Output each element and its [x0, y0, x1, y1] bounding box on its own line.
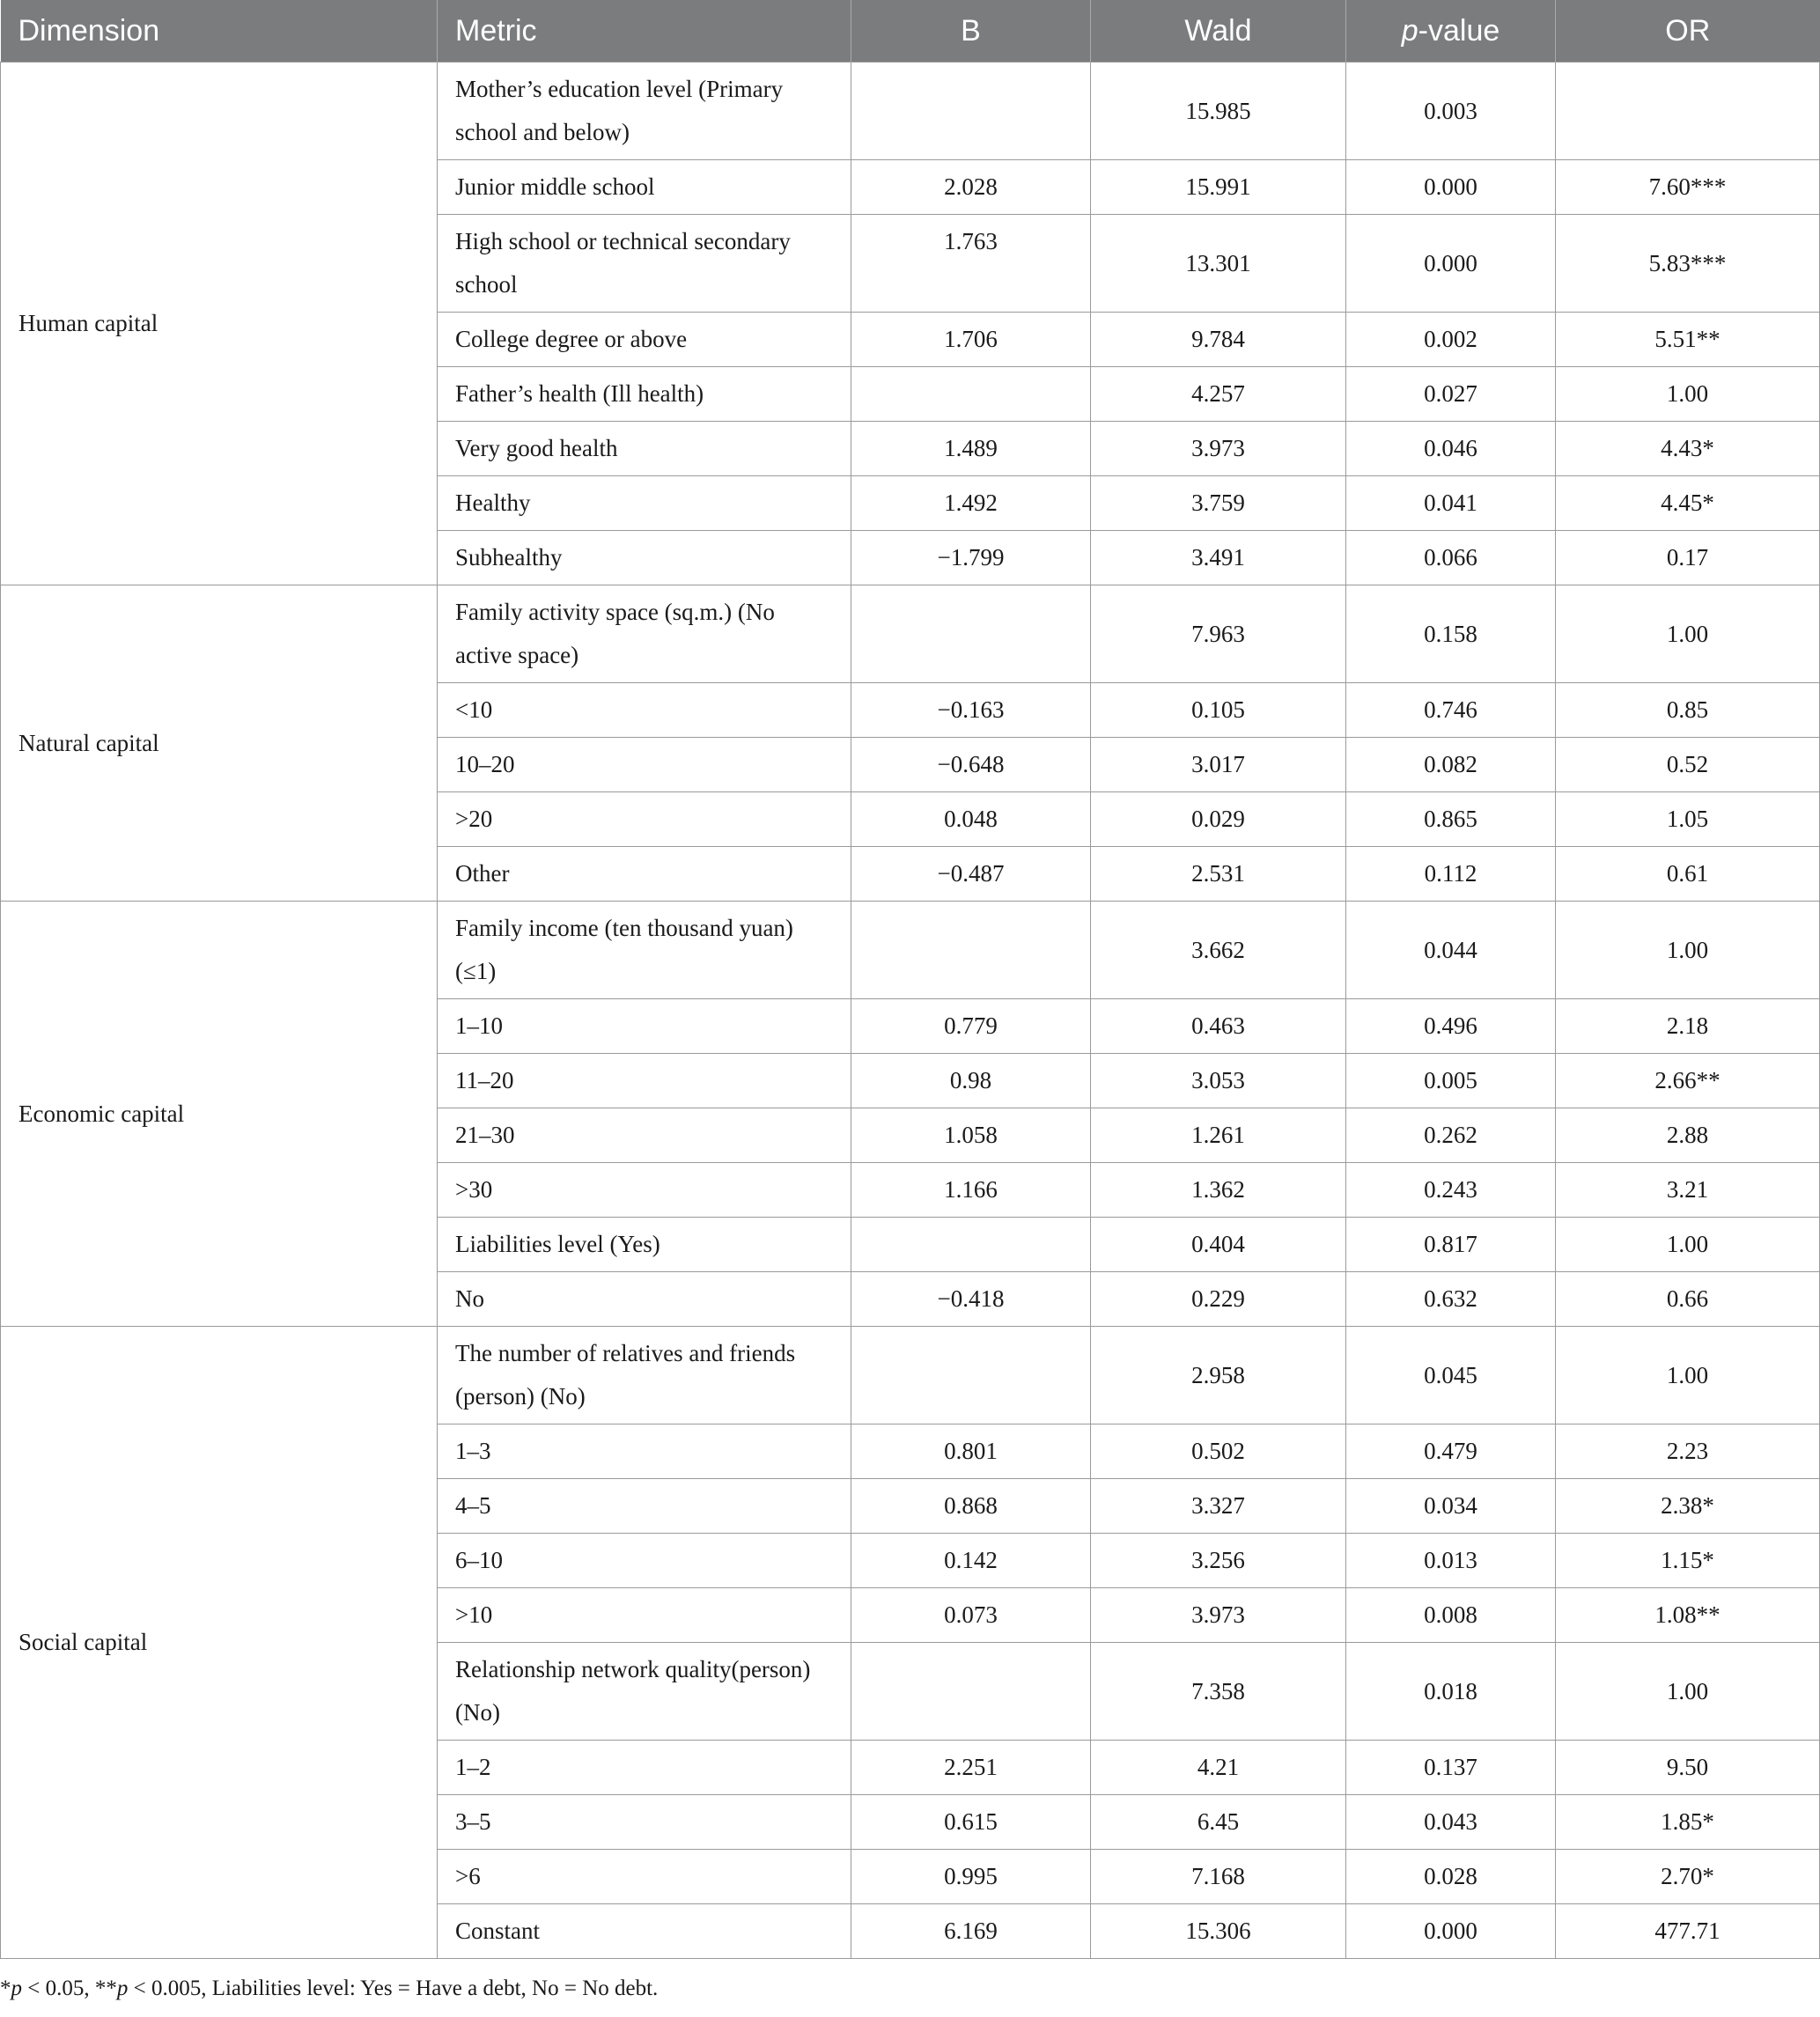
metric-cell: >30 — [438, 1163, 851, 1218]
metric-cell: 6–10 — [438, 1534, 851, 1588]
b-cell — [851, 367, 1091, 422]
or-cell: 2.18 — [1556, 999, 1820, 1054]
or-cell: 0.66 — [1556, 1272, 1820, 1327]
wald-cell: 9.784 — [1091, 313, 1346, 367]
wald-cell: 0.229 — [1091, 1272, 1346, 1327]
p-cell: 0.013 — [1346, 1534, 1556, 1588]
table-header — [1, 0, 1820, 63]
dimension-cell-human: Human capital — [1, 63, 438, 585]
footnote-text-2: < 0.005, Liabilities level: Yes = Have a debt, No = No debt. — [128, 1977, 659, 2000]
or-cell: 2.70* — [1556, 1850, 1820, 1904]
wald-cell: 7.358 — [1091, 1643, 1346, 1741]
metric-cell: Relationship network quality(person)(No) — [438, 1643, 851, 1741]
metric-cell: Other — [438, 847, 851, 902]
b-cell: 0.779 — [851, 999, 1091, 1054]
or-cell: 5.83*** — [1556, 215, 1820, 313]
or-cell: 2.23 — [1556, 1424, 1820, 1479]
or-cell: 2.66** — [1556, 1054, 1820, 1108]
wald-cell: 0.105 — [1091, 683, 1346, 738]
b-cell: 0.98 — [851, 1054, 1091, 1108]
or-cell: 1.00 — [1556, 585, 1820, 683]
b-cell: 1.058 — [851, 1108, 1091, 1163]
or-cell: 4.43* — [1556, 422, 1820, 476]
p-cell: 0.479 — [1346, 1424, 1556, 1479]
footnote-p-italic: p — [116, 1977, 129, 2000]
wald-cell: 1.362 — [1091, 1163, 1346, 1218]
p-cell: 0.817 — [1346, 1218, 1556, 1272]
metric-cell: 1–10 — [438, 999, 851, 1054]
b-cell: 0.801 — [851, 1424, 1091, 1479]
b-cell — [851, 585, 1091, 683]
wald-cell: 13.301 — [1091, 215, 1346, 313]
b-cell — [851, 1218, 1091, 1272]
metric-cell: Family income (ten thousand yuan) (≤1) — [438, 902, 851, 999]
p-cell: 0.043 — [1346, 1795, 1556, 1850]
metric-cell: 3–5 — [438, 1795, 851, 1850]
or-cell: 477.71 — [1556, 1904, 1820, 1959]
wald-cell: 3.327 — [1091, 1479, 1346, 1534]
metric-cell: No — [438, 1272, 851, 1327]
b-cell — [851, 902, 1091, 999]
metric-cell: 21–30 — [438, 1108, 851, 1163]
wald-cell: 3.256 — [1091, 1534, 1346, 1588]
metric-cell: 1–3 — [438, 1424, 851, 1479]
or-cell: 0.85 — [1556, 683, 1820, 738]
metric-cell: The number of relatives and friends (person) (No) — [438, 1327, 851, 1424]
dimension-cell-natural: Natural capital — [1, 585, 438, 902]
or-cell: 1.00 — [1556, 1643, 1820, 1741]
or-cell — [1556, 63, 1820, 160]
metric-cell: Liabilities level (Yes) — [438, 1218, 851, 1272]
wald-cell: 15.985 — [1091, 63, 1346, 160]
b-cell: −0.418 — [851, 1272, 1091, 1327]
p-cell: 0.018 — [1346, 1643, 1556, 1741]
p-cell: 0.041 — [1346, 476, 1556, 531]
wald-cell: 0.404 — [1091, 1218, 1346, 1272]
wald-cell: 4.21 — [1091, 1741, 1346, 1795]
wald-cell: 3.973 — [1091, 422, 1346, 476]
wald-cell: 3.491 — [1091, 531, 1346, 585]
b-cell: 2.251 — [851, 1741, 1091, 1795]
metric-cell: 4–5 — [438, 1479, 851, 1534]
metric-cell: High school or technical secondary school — [438, 215, 851, 313]
b-cell: −0.648 — [851, 738, 1091, 792]
or-cell: 9.50 — [1556, 1741, 1820, 1795]
p-cell: 0.045 — [1346, 1327, 1556, 1424]
p-cell: 0.865 — [1346, 792, 1556, 847]
metric-cell: Healthy — [438, 476, 851, 531]
metric-cell: Father’s health (Ill health) — [438, 367, 851, 422]
metric-cell: >20 — [438, 792, 851, 847]
wald-cell: 2.531 — [1091, 847, 1346, 902]
b-cell: 2.028 — [851, 160, 1091, 215]
b-cell — [851, 63, 1091, 160]
wald-cell: 0.502 — [1091, 1424, 1346, 1479]
or-cell: 1.00 — [1556, 367, 1820, 422]
p-cell: 0.632 — [1346, 1272, 1556, 1327]
wald-cell: 7.963 — [1091, 585, 1346, 683]
b-cell — [851, 1327, 1091, 1424]
wald-cell: 2.958 — [1091, 1327, 1346, 1424]
or-cell: 1.00 — [1556, 1327, 1820, 1424]
table-row — [1, 585, 1820, 683]
metric-cell: >10 — [438, 1588, 851, 1643]
footnote-text-1: < 0.05, ** — [22, 1977, 117, 2000]
b-cell: 1.763 — [851, 215, 1091, 313]
p-cell: 0.112 — [1346, 847, 1556, 902]
b-cell: 0.142 — [851, 1534, 1091, 1588]
header-p-value — [1346, 0, 1556, 63]
wald-cell: 15.991 — [1091, 160, 1346, 215]
table-body — [1, 63, 1820, 1959]
b-cell: 1.166 — [851, 1163, 1091, 1218]
or-cell: 1.00 — [1556, 902, 1820, 999]
table-footnote — [0, 1977, 658, 2001]
wald-cell: 0.029 — [1091, 792, 1346, 847]
b-cell: 0.073 — [851, 1588, 1091, 1643]
table-row — [1, 63, 1820, 160]
metric-cell: >6 — [438, 1850, 851, 1904]
p-cell: 0.082 — [1346, 738, 1556, 792]
header-dimension: Dimension — [1, 0, 438, 63]
p-cell: 0.746 — [1346, 683, 1556, 738]
footnote-star: * — [0, 1977, 11, 2000]
or-cell: 1.05 — [1556, 792, 1820, 847]
p-cell: 0.003 — [1346, 63, 1556, 160]
table-row — [1, 1327, 1820, 1424]
or-cell: 0.52 — [1556, 738, 1820, 792]
b-cell: 6.169 — [851, 1904, 1091, 1959]
metric-cell: Constant — [438, 1904, 851, 1959]
or-cell: 3.21 — [1556, 1163, 1820, 1218]
metric-cell: <10 — [438, 683, 851, 738]
header-b: B — [851, 0, 1091, 63]
p-cell: 0.008 — [1346, 1588, 1556, 1643]
header-wald: Wald — [1091, 0, 1346, 63]
metric-cell: Mother’s education level (Primary school and below) — [438, 63, 851, 160]
header-metric: Metric — [438, 0, 851, 63]
wald-cell: 1.261 — [1091, 1108, 1346, 1163]
metric-cell: 11–20 — [438, 1054, 851, 1108]
header-p-rest: -value — [1418, 13, 1500, 48]
metric-cell: Family activity space (sq.m.) (No active space) — [438, 585, 851, 683]
p-cell: 0.000 — [1346, 215, 1556, 313]
or-cell: 1.15* — [1556, 1534, 1820, 1588]
p-cell: 0.044 — [1346, 902, 1556, 999]
metric-cell: Subhealthy — [438, 531, 851, 585]
or-cell: 1.08** — [1556, 1588, 1820, 1643]
p-cell: 0.496 — [1346, 999, 1556, 1054]
p-cell: 0.000 — [1346, 1904, 1556, 1959]
metric-cell: College degree or above — [438, 313, 851, 367]
wald-cell: 0.463 — [1091, 999, 1346, 1054]
dimension-cell-economic: Economic capital — [1, 902, 438, 1327]
b-cell: 0.048 — [851, 792, 1091, 847]
or-cell: 1.85* — [1556, 1795, 1820, 1850]
header-p-italic: p — [1401, 13, 1418, 48]
wald-cell: 3.662 — [1091, 902, 1346, 999]
p-cell: 0.028 — [1346, 1850, 1556, 1904]
p-cell: 0.066 — [1346, 531, 1556, 585]
p-cell: 0.034 — [1346, 1479, 1556, 1534]
or-cell: 0.61 — [1556, 847, 1820, 902]
or-cell: 5.51** — [1556, 313, 1820, 367]
or-cell: 7.60*** — [1556, 160, 1820, 215]
p-cell: 0.158 — [1346, 585, 1556, 683]
wald-cell: 4.257 — [1091, 367, 1346, 422]
wald-cell: 6.45 — [1091, 1795, 1346, 1850]
or-cell: 1.00 — [1556, 1218, 1820, 1272]
b-cell: 1.492 — [851, 476, 1091, 531]
wald-cell: 3.759 — [1091, 476, 1346, 531]
or-cell: 2.88 — [1556, 1108, 1820, 1163]
footnote-p-italic: p — [11, 1977, 22, 2000]
metric-cell: 1–2 — [438, 1741, 851, 1795]
wald-cell: 7.168 — [1091, 1850, 1346, 1904]
b-cell: 1.706 — [851, 313, 1091, 367]
b-cell: −0.487 — [851, 847, 1091, 902]
b-cell: 0.995 — [851, 1850, 1091, 1904]
or-cell: 2.38* — [1556, 1479, 1820, 1534]
wald-cell: 3.017 — [1091, 738, 1346, 792]
p-cell: 0.137 — [1346, 1741, 1556, 1795]
b-cell: 0.868 — [851, 1479, 1091, 1534]
or-cell: 0.17 — [1556, 531, 1820, 585]
p-cell: 0.262 — [1346, 1108, 1556, 1163]
metric-cell: Very good health — [438, 422, 851, 476]
p-cell: 0.000 — [1346, 160, 1556, 215]
p-cell: 0.002 — [1346, 313, 1556, 367]
wald-cell: 3.053 — [1091, 1054, 1346, 1108]
b-cell: −0.163 — [851, 683, 1091, 738]
dimension-cell-social: Social capital — [1, 1327, 438, 1959]
wald-cell: 15.306 — [1091, 1904, 1346, 1959]
p-cell: 0.027 — [1346, 367, 1556, 422]
header-or: OR — [1556, 0, 1820, 63]
or-cell: 4.45* — [1556, 476, 1820, 531]
b-cell: −1.799 — [851, 531, 1091, 585]
table-row — [1, 902, 1820, 999]
metric-cell: 10–20 — [438, 738, 851, 792]
p-cell: 0.046 — [1346, 422, 1556, 476]
b-cell: 1.489 — [851, 422, 1091, 476]
wald-cell: 3.973 — [1091, 1588, 1346, 1643]
metric-cell: Junior middle school — [438, 160, 851, 215]
p-cell: 0.005 — [1346, 1054, 1556, 1108]
b-cell — [851, 1643, 1091, 1741]
p-cell: 0.243 — [1346, 1163, 1556, 1218]
b-cell: 0.615 — [851, 1795, 1091, 1850]
